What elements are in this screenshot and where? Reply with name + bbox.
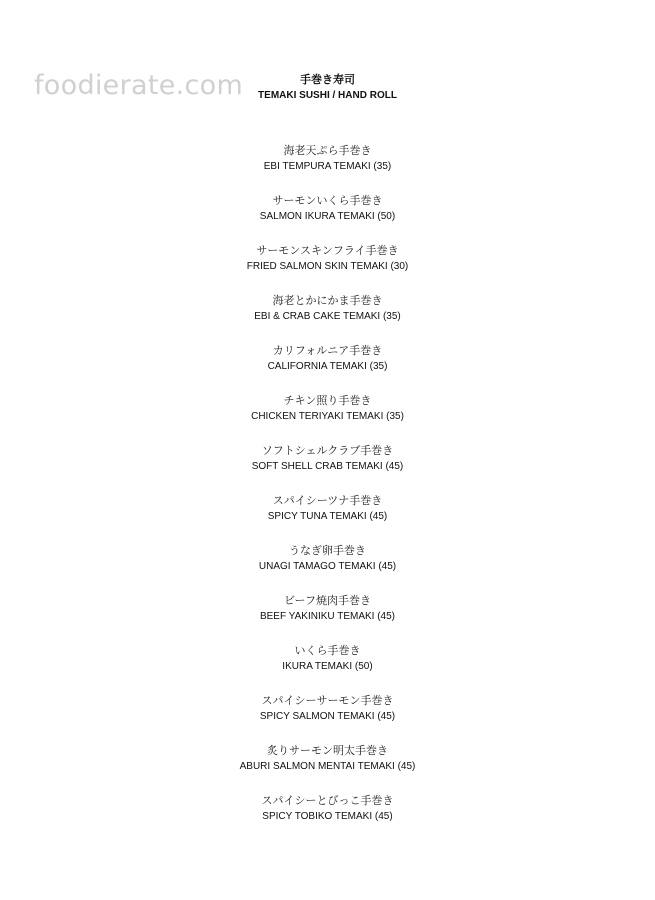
section-title-japanese: 手巻き寿司: [300, 73, 355, 86]
item-name-english: UNAGI TAMAGO TEMAKI (45): [258, 561, 397, 572]
item-name-japanese: ソフトシェルクラブ手巻き: [261, 444, 394, 457]
item-name-english: SPICY TOBIKO TEMAKI (45): [262, 811, 393, 822]
item-name-japanese: 海老とかにかま手巻き: [272, 294, 383, 307]
item-name-japanese: ビーフ焼肉手巻き: [283, 594, 371, 607]
item-name-english: CHICKEN TERIYAKI TEMAKI (35): [251, 411, 404, 422]
item-name-japanese: 炙りサーモン明太手巻き: [267, 744, 388, 757]
item-name-english: SPICY TUNA TEMAKI (45): [267, 511, 388, 522]
item-name-japanese: サーモンスキンフライ手巻き: [256, 244, 399, 257]
item-name-japanese: スパイシーツナ手巻き: [272, 494, 383, 507]
menu-item: [0, 642, 655, 692]
item-name-japanese: サーモンいくら手巻き: [272, 194, 383, 207]
item-name-japanese: いくら手巻き: [294, 644, 361, 657]
temaki-menu-list: [0, 142, 655, 842]
menu-item: [0, 592, 655, 642]
item-name-japanese: スパイシーサーモン手巻き: [261, 694, 394, 707]
menu-item: [0, 492, 655, 542]
item-name-japanese: カリフォルニア手巻き: [272, 344, 383, 357]
watermark-text: foodierate.com: [34, 70, 244, 101]
menu-item: [0, 292, 655, 342]
menu-item: [0, 392, 655, 442]
item-name-japanese: 海老天ぷら手巻き: [283, 144, 372, 157]
menu-item: [0, 542, 655, 592]
item-name-japanese: チキン照り手巻き: [283, 394, 372, 407]
menu-item: [0, 242, 655, 292]
item-name-english: SALMON IKURA TEMAKI (50): [259, 211, 396, 222]
section-title-english: TEMAKI SUSHI / HAND ROLL: [258, 90, 397, 101]
menu-item: [0, 342, 655, 392]
item-name-english: SOFT SHELL CRAB TEMAKI (45): [251, 461, 404, 472]
item-name-english: ABURI SALMON MENTAI TEMAKI (45): [239, 761, 416, 772]
item-name-english: BEEF YAKINIKU TEMAKI (45): [259, 611, 396, 622]
menu-header: [0, 72, 655, 104]
item-name-english: SPICY SALMON TEMAKI (45): [259, 711, 396, 722]
item-name-english: EBI TEMPURA TEMAKI (35): [263, 161, 392, 172]
item-name-japanese: うなぎ卵手巻き: [289, 544, 366, 557]
item-name-english: FRIED SALMON SKIN TEMAKI (30): [246, 261, 409, 272]
menu-item: [0, 792, 655, 842]
item-name-english: EBI & CRAB CAKE TEMAKI (35): [254, 311, 401, 322]
item-name-japanese: スパイシーとびっこ手巻き: [261, 794, 394, 807]
item-name-english: IKURA TEMAKI (50): [282, 661, 373, 672]
menu-item: [0, 742, 655, 792]
menu-item: [0, 692, 655, 742]
menu-item: [0, 192, 655, 242]
menu-item: [0, 442, 655, 492]
menu-item: [0, 142, 655, 192]
item-name-english: CALIFORNIA TEMAKI (35): [267, 361, 388, 372]
